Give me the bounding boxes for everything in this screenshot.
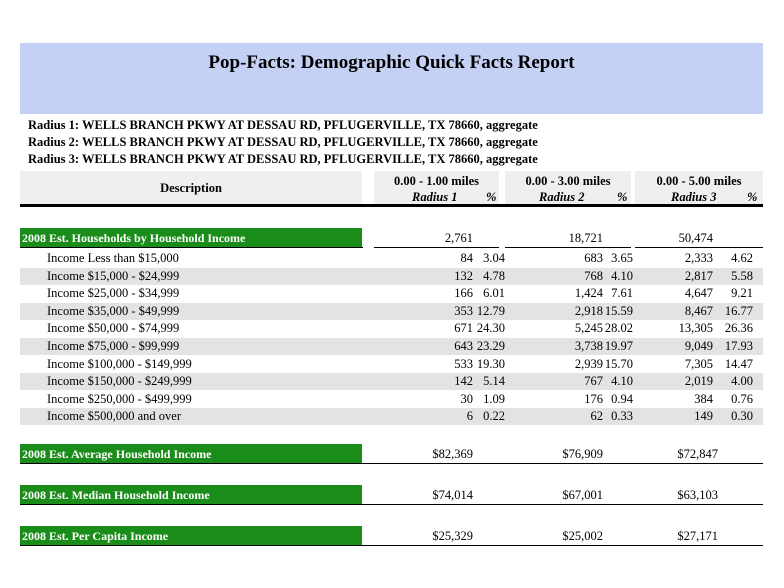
- income-cell-r1-count: 166: [454, 286, 473, 301]
- income-cell-r1-count: 142: [454, 374, 473, 389]
- income-cell-r3-count: 149: [694, 409, 713, 424]
- per-capita-income-row: [20, 526, 763, 545]
- description-header: [20, 171, 362, 205]
- income-cell-r2-count: 62: [590, 409, 603, 424]
- table-row: [20, 268, 763, 285]
- radius-1-miles: 0.00 - 1.00 miles: [393, 174, 480, 188]
- income-cell-r3-pct: 0.76: [731, 391, 753, 406]
- average-income-label: 2008 Est. Average Household Income: [20, 444, 362, 463]
- table-row: [20, 408, 763, 425]
- income-cell-r2-count: 767: [584, 374, 603, 389]
- radius-3-pct-label: %: [747, 190, 758, 204]
- income-cell-r2-count: 683: [584, 251, 603, 265]
- radius-1-pct-label: %: [486, 190, 497, 204]
- income-cell-r1-count: 132: [454, 268, 473, 283]
- income-cell-r3-count: 4,647: [684, 286, 713, 301]
- income-cell-r2-count: 1,424: [574, 286, 603, 301]
- income-cell-r1-count: 671: [454, 321, 473, 336]
- average-income-r2: $76,909: [562, 447, 603, 461]
- table-row: [20, 285, 763, 302]
- income-cell-r1-pct: 5.14: [483, 374, 505, 389]
- per-capita-income-label: 2008 Est. Per Capita Income: [20, 526, 362, 545]
- income-cell-r3-pct: 17.93: [724, 339, 753, 353]
- income-cell-r2-pct: 28.02: [604, 321, 633, 336]
- households-rule-r3: [635, 247, 763, 248]
- radius-3-header: [635, 171, 763, 205]
- radius-2-pct-label: %: [617, 190, 628, 204]
- median-income-r1: $74,014: [432, 488, 473, 502]
- income-cell-r2-pct: 19.97: [604, 339, 633, 353]
- households-rule-r1: [374, 247, 499, 248]
- households-total-r1: 2,761: [444, 231, 473, 245]
- median-income-label: 2008 Est. Median Household Income: [20, 485, 362, 504]
- income-cell-r2-count: 768: [584, 268, 603, 283]
- median-income-rule: [20, 504, 763, 505]
- radius-1-label: Radius 1: [412, 190, 458, 204]
- income-bracket-label: Income $100,000 - $149,999: [47, 356, 192, 371]
- income-cell-r1-count: 643: [454, 339, 473, 353]
- radius-3-label: Radius 3: [671, 190, 717, 204]
- income-cell-r3-count: 384: [694, 391, 713, 406]
- income-cell-r1-pct: 6.01: [483, 286, 505, 301]
- income-bracket-label: Income $150,000 - $249,999: [47, 374, 192, 389]
- income-cell-r2-pct: 0.94: [611, 391, 633, 406]
- table-row: [20, 338, 763, 355]
- income-bracket-label: Income Less than $15,000: [47, 251, 179, 265]
- income-cell-r1-pct: 12.79: [476, 303, 505, 318]
- income-cell-r3-pct: 26.36: [724, 321, 753, 336]
- income-cell-r3-count: 13,305: [678, 321, 713, 336]
- income-cell-r1-count: 533: [454, 356, 473, 371]
- income-cell-r2-count: 176: [584, 391, 603, 406]
- income-cell-r3-count: 7,305: [684, 356, 713, 371]
- households-totals-row: [20, 228, 763, 247]
- radius-3-miles: 0.00 - 5.00 miles: [656, 174, 742, 188]
- income-cell-r3-count: 2,817: [684, 268, 713, 283]
- per-capita-income-r2: $25,002: [562, 529, 603, 543]
- income-cell-r1-pct: 23.29: [476, 339, 505, 353]
- table-row: [20, 303, 763, 320]
- income-cell-r3-count: 2,019: [684, 374, 713, 389]
- radius-3-line: Radius 3: WELLS BRANCH PKWY AT DESSAU RD, PFLUGERVILLE, TX 78660, aggregate: [28, 152, 538, 166]
- per-capita-income-r1: $25,329: [432, 529, 473, 543]
- income-bracket-label: Income $15,000 - $24,999: [47, 268, 180, 283]
- income-cell-r2-pct: 4.10: [611, 374, 633, 389]
- income-bracket-label: Income $35,000 - $49,999: [47, 303, 180, 318]
- households-total-r2: 18,721: [568, 231, 603, 245]
- radius-1-header: [374, 171, 499, 205]
- income-bracket-label: Income $500,000 and over: [47, 409, 181, 424]
- income-cell-r3-pct: 14.47: [724, 356, 753, 371]
- income-cell-r3-pct: 0.30: [731, 409, 753, 424]
- table-row: [20, 320, 763, 337]
- income-cell-r3-pct: 5.58: [731, 268, 753, 283]
- households-rule-desc: [20, 247, 363, 248]
- per-capita-income-r3: $27,171: [677, 529, 718, 543]
- households-total-r3: 50,474: [678, 231, 713, 245]
- income-cell-r1-count: 30: [460, 391, 473, 406]
- income-cell-r3-pct: 16.77: [724, 303, 753, 318]
- income-cell-r2-count: 2,939: [574, 356, 603, 371]
- radius-2-miles: 0.00 - 3.00 miles: [525, 174, 611, 188]
- income-cell-r3-count: 8,467: [684, 303, 713, 318]
- income-cell-r1-count: 6: [466, 409, 473, 424]
- median-income-row: [20, 485, 763, 504]
- radius-2-line: Radius 2: WELLS BRANCH PKWY AT DESSAU RD, PFLUGERVILLE, TX 78660, aggregate: [28, 135, 538, 149]
- table-row: [20, 250, 763, 267]
- income-cell-r1-pct: 24.30: [476, 321, 505, 336]
- income-cell-r2-pct: 7.61: [611, 286, 633, 301]
- income-cell-r1-count: 353: [454, 303, 473, 318]
- table-row: [20, 391, 763, 408]
- income-cell-r2-pct: 4.10: [611, 268, 633, 283]
- income-bracket-label: Income $25,000 - $34,999: [47, 286, 180, 301]
- income-cell-r3-count: 9,049: [684, 339, 713, 353]
- income-cell-r3-count: 2,333: [684, 251, 713, 265]
- households-rule-r2: [505, 247, 631, 248]
- radius-1-line: Radius 1: WELLS BRANCH PKWY AT DESSAU RD, PFLUGERVILLE, TX 78660, aggregate: [28, 118, 538, 132]
- description-header-label: Description: [160, 181, 222, 195]
- income-bracket-label: Income $250,000 - $499,999: [47, 391, 192, 406]
- median-income-r2: $67,001: [562, 488, 603, 502]
- per-capita-income-rule: [20, 545, 763, 546]
- income-cell-r2-pct: 15.59: [604, 303, 633, 318]
- income-cell-r3-pct: 9.21: [731, 286, 753, 301]
- report-title: Pop-Facts: Demographic Quick Facts Report: [208, 52, 575, 73]
- income-cell-r1-pct: 19.30: [476, 356, 505, 371]
- income-cell-r2-count: 2,918: [574, 303, 603, 318]
- income-cell-r2-count: 5,245: [574, 321, 603, 336]
- radius-2-header: [505, 171, 631, 205]
- average-income-row: [20, 444, 763, 463]
- average-income-rule: [20, 463, 763, 464]
- median-income-r3: $63,103: [677, 488, 718, 502]
- income-cell-r3-pct: 4.00: [731, 374, 753, 389]
- title-banner: [20, 43, 763, 114]
- income-cell-r1-pct: 4.78: [483, 268, 505, 283]
- income-cell-r1-pct: 3.04: [483, 251, 505, 265]
- households-section-label: 2008 Est. Households by Household Income: [20, 228, 362, 247]
- radius-2-label: Radius 2: [539, 190, 585, 204]
- income-cell-r2-pct: 3.65: [611, 251, 633, 265]
- income-cell-r2-count: 3,738: [574, 339, 603, 353]
- income-cell-r1-pct: 1.09: [483, 391, 505, 406]
- table-row: [20, 373, 763, 390]
- average-income-r3: $72,847: [677, 447, 718, 461]
- average-income-r1: $82,369: [432, 447, 473, 461]
- income-bracket-label: Income $75,000 - $99,999: [47, 339, 180, 353]
- income-cell-r2-pct: 0.33: [611, 409, 633, 424]
- income-cell-r1-count: 84: [460, 251, 473, 265]
- table-row: [20, 356, 763, 373]
- header-rule: [20, 204, 763, 207]
- income-cell-r1-pct: 0.22: [483, 409, 505, 424]
- income-cell-r3-pct: 4.62: [731, 251, 753, 265]
- income-bracket-label: Income $50,000 - $74,999: [47, 321, 180, 336]
- income-cell-r2-pct: 15.70: [604, 356, 633, 371]
